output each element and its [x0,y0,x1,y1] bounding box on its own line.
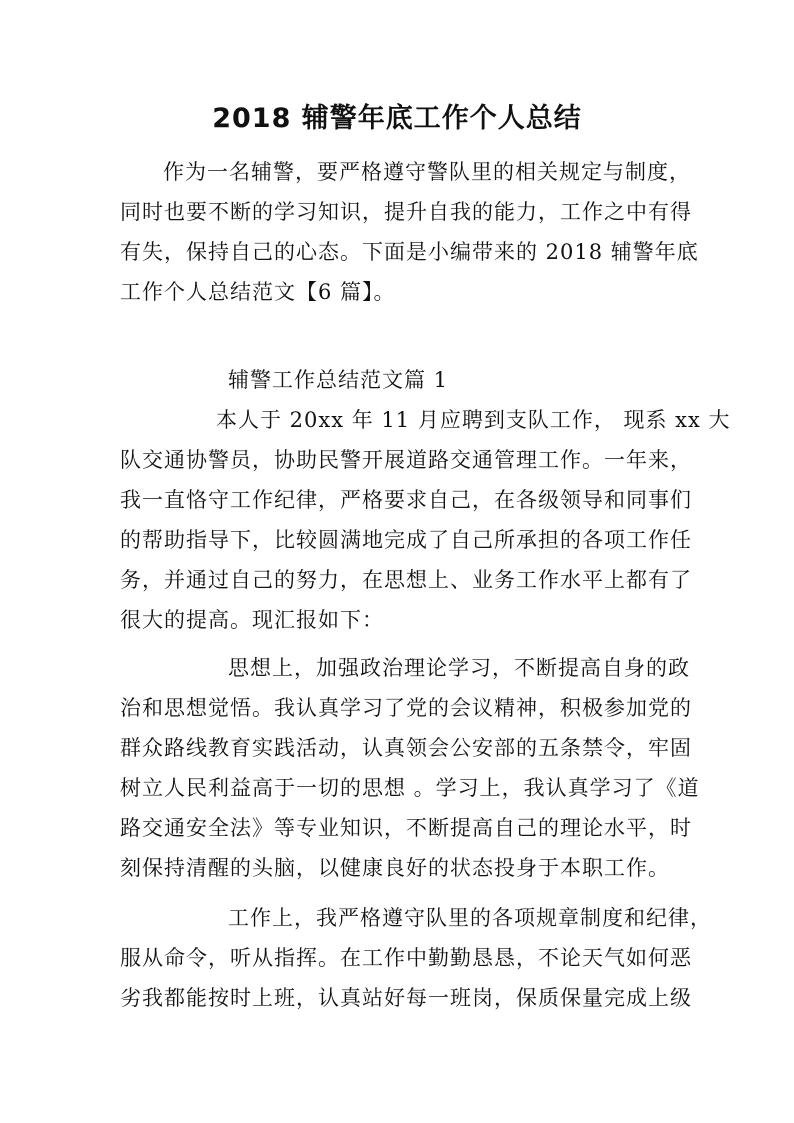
para2-line-1: 思想上，加强政治理论学习，不断提高自身的政 [228,656,690,680]
intro-line-3: 有失，保持自己的心态。下面是小编带来的 2018 辅警年底 [120,240,699,264]
para3-line-1: 工作上，我严格遵守队里的各项规章制度和纪律， [228,906,712,930]
intro-line-1: 作为一名辅警，要严格遵守警队里的相关规定与制度， [163,160,691,184]
document-title: 2018 辅警年底工作个人总结 [212,103,582,134]
para3-line-3: 劣我都能按时上班，认真站好每一班岗，保质保量完成上级 [120,986,692,1010]
para2-line-5: 路交通安全法》等专业知识，不断提高自己的理论水平，时 [120,816,692,840]
para2-line-4: 树立人民利益高于一切的思想 。学习上，我认真学习了《道 [120,776,700,800]
intro-line-2: 同时也要不断的学习知识，提升自我的能力，工作之中有得 [120,200,692,224]
para3-line-2: 服从命令，听从指挥。在工作中勤勤恳恳，不论天气如何恶 [120,946,692,970]
para2-line-2: 治和思想觉悟。我认真学习了党的会议精神，积极参加党的 [120,696,692,720]
intro-line-4: 工作个人总结范文【6 篇】。 [120,280,396,304]
section-heading: 辅警工作总结范文篇 1 [228,368,449,392]
para2-line-6: 刻保持清醒的头脑，以健康良好的状态投身于本职工作。 [120,856,670,880]
para2-line-3: 群众路线教育实践活动，认真领会公安部的五条禁令，牢固 [120,736,692,760]
para1-line-3: 我一直恪守工作纪律，严格要求自己，在各级领导和同事们 [120,488,692,512]
para1-line-4: 的帮助指导下，比较圆满地完成了自己所承担的各项工作任 [120,528,692,552]
para1-line-6: 很大的提高。现汇报如下： [120,608,384,632]
para1-line-2: 队交通协警员，协助民警开展道路交通管理工作。一年来， [120,448,692,472]
para1-line-5: 务，并通过自己的努力，在思想上、业务工作水平上都有了 [120,568,692,592]
para1-line-1: 本人于 20xx 年 11 月应聘到支队工作， 现系 xx 大 [216,408,731,432]
